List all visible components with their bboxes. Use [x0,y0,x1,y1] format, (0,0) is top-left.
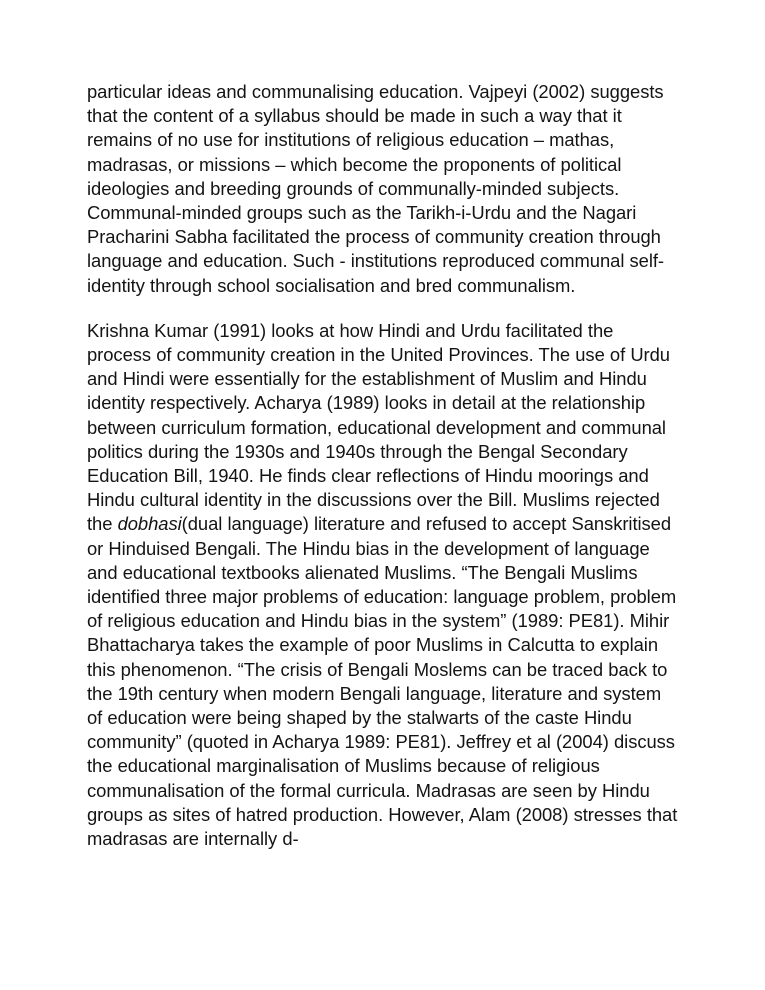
paragraph-1-text-before-italic: particular ideas and communalising education. Vajpeyi (2002) suggests that the content of a syllabus should be made in such a way that it remains of no use for institutions of religious education – mathas, madrasas, or missions – which become the proponents of political ideologies and breeding grounds of communally-minded subjects. Communal-minded groups such as the Tarikh-i-Urdu and the Nagari Pracharini Sabha facilitated the process of community creation through language and education. Such - institutions reproduced communal self-identity through school socialisation and bred communalism. [87,81,669,296]
paragraph-2-text-after-italic: (dual language) literature and refused to accept Sanskritised or Hinduised Bengali. The Hindu bias in the development of language and educational textbooks alienated Muslims. “The Bengali Muslims identified three major problems of education: language problem, problem of religious education and Hindu bias in the system” (1989: PE81). Mihir Bhattacharya takes the example of poor Muslims in Calcutta to explain this phenomenon. “The crisis of Bengali Moslems can be traced back to the 19th century when modern Bengali language, literature and system of education were being shaped by the stalwarts of the caste Hindu community” (quoted in Acharya 1989: PE81). Jeffrey et al (2004) discuss the educational marginalisation of Muslims because of religious communalisation of the formal curricula. Madrasas are seen by Hindu groups as sites of hatred production. However, Alam (2008) stresses that madrasas are internally d- [87,513,683,850]
paragraph-2-italic-term: dobhasi [117,513,182,535]
paragraph-2 [87,319,681,851]
body-text-column [87,80,681,851]
paragraph-2-text-before-italic: Krishna Kumar (1991) looks at how Hindi and Urdu facilitated the process of community creation in the United Provinces. The use of Urdu and Hindi were essentially for the establishment of Muslim and Hindu identity respectively. Acharya (1989) looks in detail at the relationship between curriculum formation, educational development and communal politics during the 1930s and 1940s through the Bengal Secondary Education Bill, 1940. He finds clear reflections of Hindu moorings and Hindu cultural identity in the discussions over the Bill. Muslims rejected the [87,319,676,535]
paragraph-1 [87,80,681,298]
